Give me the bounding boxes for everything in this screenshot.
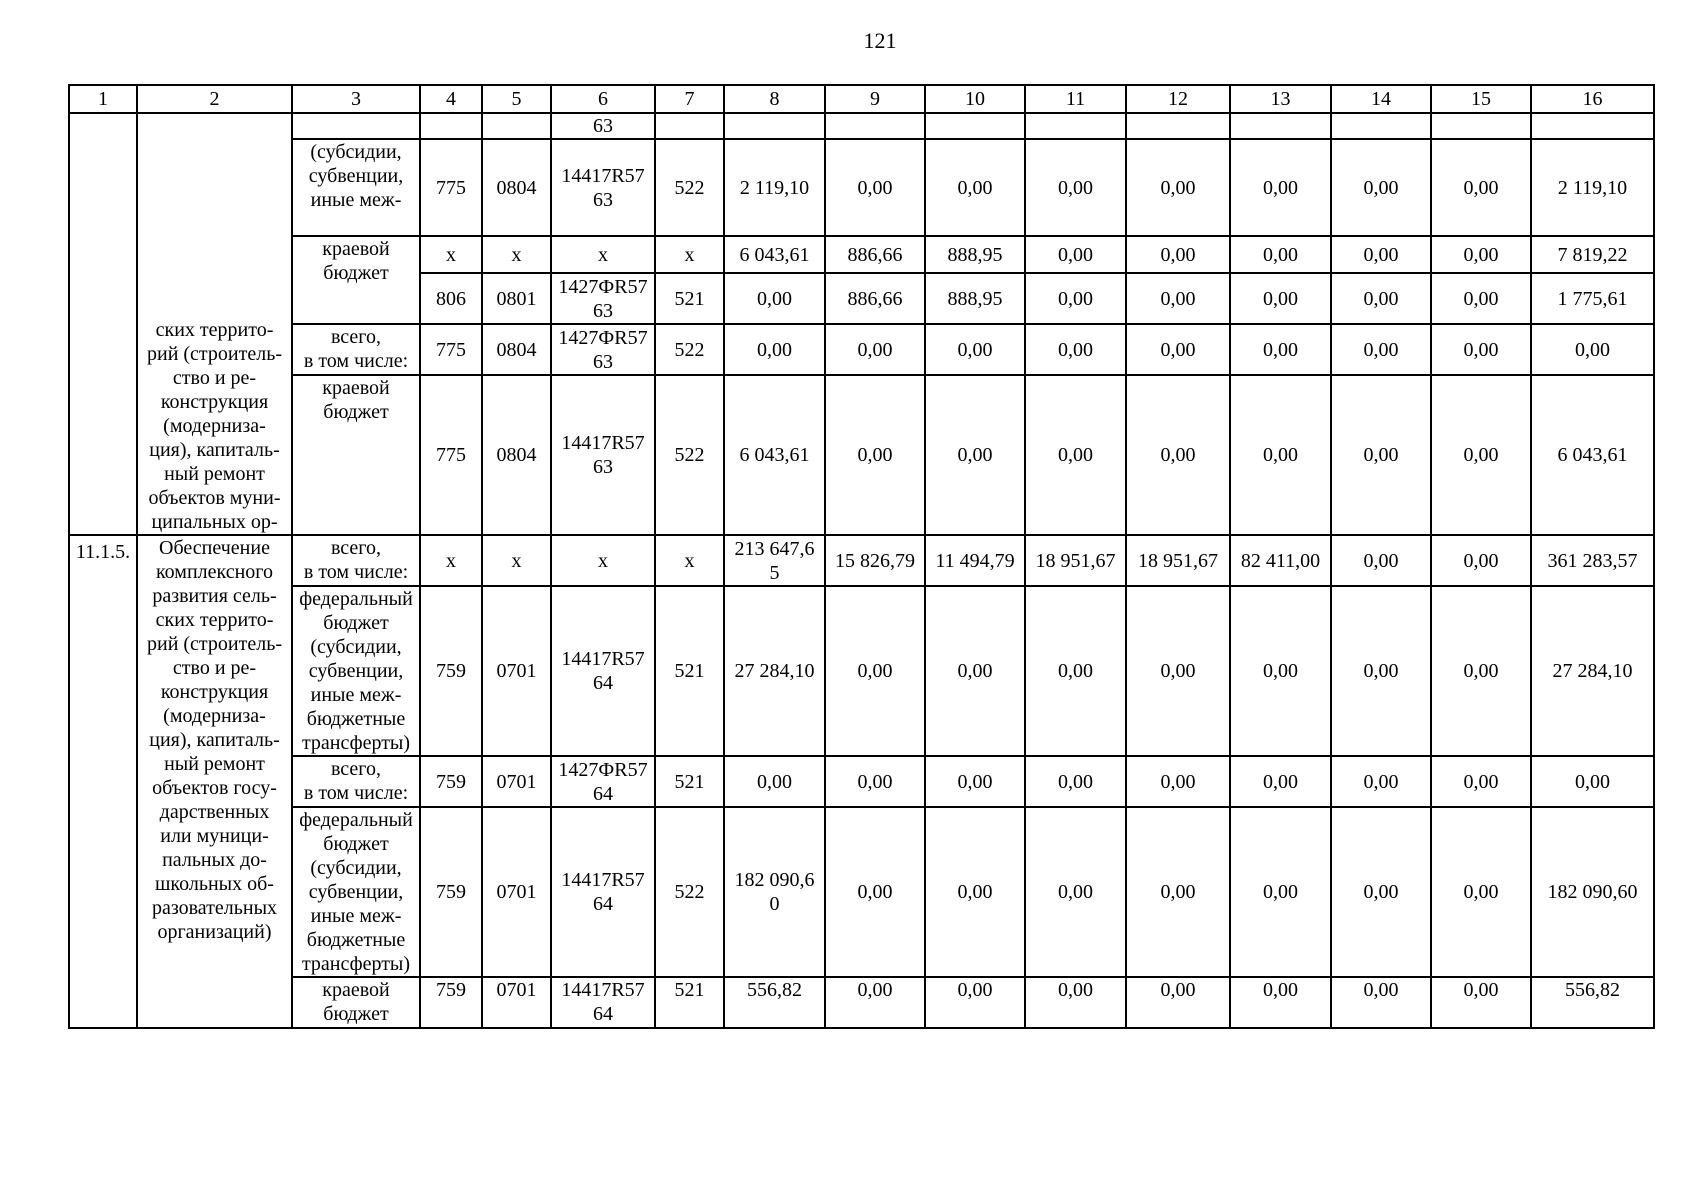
amount-cell: 18 951,67 [1126,535,1230,586]
item-number-cell: 11.1.5. [69,535,137,1028]
amount-cell: 0,00 [925,586,1025,756]
admin-code-cell: 775 [420,139,482,236]
column-header: 1 [69,85,137,113]
admin-code-cell: 759 [420,756,482,807]
amount-cell: 0,00 [1025,139,1126,236]
table-row [69,807,1654,977]
amount-cell: 0,00 [1431,375,1531,535]
amount-cell: 0,00 [1126,273,1230,324]
funding-source-cell: краевой бюджет [292,236,420,324]
expense-type-cell: 521 [655,977,724,1028]
amount-cell: 0,00 [1230,756,1331,807]
admin-code-cell [420,113,482,139]
amount-cell: 0,00 [825,807,925,977]
table-row [69,236,1654,273]
amount-cell: 0,00 [925,756,1025,807]
expense-type-cell: 522 [655,139,724,236]
expense-type-cell: 522 [655,807,724,977]
column-header: 15 [1431,85,1531,113]
amount-cell: 6 043,61 [724,375,825,535]
section-code-cell: 0701 [482,977,551,1028]
amount-cell: 0,00 [1331,756,1431,807]
amount-cell: 886,66 [825,273,925,324]
funding-source-cell: краевой бюджет [292,375,420,535]
amount-cell: 0,00 [825,586,925,756]
amount-cell: 0,00 [1025,807,1126,977]
amount-cell: 0,00 [1126,324,1230,375]
funding-source-cell: федеральный бюджет (субсидии, субвенции, иные меж- бюджетные трансферты) [292,586,420,756]
expense-type-cell: 521 [655,756,724,807]
amount-cell [1025,113,1126,139]
amount-cell: 11 494,79 [925,535,1025,586]
section-code-cell: 0804 [482,375,551,535]
expense-type-cell: 522 [655,324,724,375]
section-code-cell: 0701 [482,807,551,977]
amount-cell: 361 283,57 [1531,535,1654,586]
target-article-cell: 1427ФR57 64 [551,756,655,807]
amount-cell: 0,00 [1431,586,1531,756]
section-code-cell: 0804 [482,324,551,375]
funding-source-cell: краевой бюджет [292,977,420,1028]
amount-cell [1230,113,1331,139]
funding-source-cell: всего, в том числе: [292,324,420,375]
amount-cell: 0,00 [925,977,1025,1028]
amount-cell: 0,00 [1431,977,1531,1028]
amount-cell: 0,00 [1331,139,1431,236]
target-article-cell: 1427ФR57 63 [551,324,655,375]
item-number-cell [69,113,137,535]
admin-code-cell: 759 [420,807,482,977]
column-header: 9 [825,85,925,113]
expense-type-cell: 521 [655,586,724,756]
amount-cell: 0,00 [925,324,1025,375]
amount-cell: 2 119,10 [1531,139,1654,236]
amount-cell: 2 119,10 [724,139,825,236]
admin-code-cell: 775 [420,324,482,375]
target-article-cell: 14417R57 64 [551,807,655,977]
amount-cell: 0,00 [825,756,925,807]
amount-cell: 0,00 [724,324,825,375]
target-article-cell: 14417R57 64 [551,586,655,756]
amount-cell: 15 826,79 [825,535,925,586]
amount-cell: 556,82 [724,977,825,1028]
funding-source-cell: федеральный бюджет (субсидии, субвенции, иные меж- бюджетные трансферты) [292,807,420,977]
column-header: 5 [482,85,551,113]
amount-cell: 0,00 [925,139,1025,236]
amount-cell: 0,00 [1230,139,1331,236]
column-header: 2 [137,85,292,113]
table-row [69,324,1654,375]
funding-source-cell: всего, в том числе: [292,535,420,586]
amount-cell: 0,00 [1230,807,1331,977]
admin-code-cell: 775 [420,375,482,535]
table-row [69,375,1654,535]
column-header: 14 [1331,85,1431,113]
amount-cell: 0,00 [1431,273,1531,324]
amount-cell [1331,113,1431,139]
amount-cell: 6 043,61 [1531,375,1654,535]
column-header: 7 [655,85,724,113]
header-row [69,85,1654,113]
amount-cell [1126,113,1230,139]
amount-cell: 0,00 [1331,273,1431,324]
amount-cell: 0,00 [1331,535,1431,586]
column-header: 10 [925,85,1025,113]
admin-code-cell: 806 [420,273,482,324]
column-header: 4 [420,85,482,113]
amount-cell: 7 819,22 [1531,236,1654,273]
amount-cell: 0,00 [1025,324,1126,375]
amount-cell: 0,00 [925,375,1025,535]
amount-cell: 1 775,61 [1531,273,1654,324]
amount-cell: 556,82 [1531,977,1654,1028]
amount-cell: 0,00 [1431,324,1531,375]
amount-cell: 886,66 [825,236,925,273]
amount-cell: 0,00 [1230,236,1331,273]
funding-source-cell [292,113,420,139]
amount-cell: 0,00 [825,977,925,1028]
column-header: 11 [1025,85,1126,113]
amount-cell: 0,00 [1126,586,1230,756]
table-row [69,535,1654,586]
expense-type-cell: 521 [655,273,724,324]
amount-cell: 0,00 [1431,756,1531,807]
section-code-cell: 0701 [482,756,551,807]
amount-cell: 0,00 [1331,586,1431,756]
admin-code-cell: х [420,535,482,586]
amount-cell: 0,00 [1331,807,1431,977]
column-header: 12 [1126,85,1230,113]
amount-cell: 0,00 [1025,977,1126,1028]
amount-cell: 0,00 [825,375,925,535]
target-article-cell: 1427ФR57 63 [551,273,655,324]
section-code-cell: х [482,236,551,273]
amount-cell: 0,00 [1431,236,1531,273]
amount-cell: 0,00 [1126,756,1230,807]
amount-cell: 0,00 [1331,375,1431,535]
amount-cell: 0,00 [1126,807,1230,977]
budget-table [68,84,1655,1029]
section-code-cell: 0804 [482,139,551,236]
amount-cell: 0,00 [925,807,1025,977]
amount-cell: 0,00 [1126,375,1230,535]
amount-cell: 0,00 [1230,273,1331,324]
table-row [69,113,1654,139]
amount-cell: 0,00 [1126,236,1230,273]
admin-code-cell: 759 [420,977,482,1028]
amount-cell: 0,00 [1431,139,1531,236]
amount-cell: 0,00 [1531,324,1654,375]
amount-cell: 0,00 [1230,977,1331,1028]
amount-cell [1531,113,1654,139]
target-article-cell: 14417R57 63 [551,375,655,535]
table-row [69,977,1654,1028]
column-header: 6 [551,85,655,113]
column-header: 16 [1531,85,1654,113]
amount-cell: 0,00 [1230,375,1331,535]
amount-cell: 0,00 [1331,236,1431,273]
amount-cell: 0,00 [1126,139,1230,236]
section-code-cell: х [482,535,551,586]
amount-cell: 0,00 [1025,273,1126,324]
expense-type-cell [655,113,724,139]
column-header: 3 [292,85,420,113]
amount-cell: 82 411,00 [1230,535,1331,586]
item-name-cell: ских террито- рий (строитель- ство и ре- конструкция (модерниза- ция), капиталь- ный ремонт объектов муни- ципальных ор- [137,113,292,535]
amount-cell: 0,00 [724,273,825,324]
amount-cell: 0,00 [1431,535,1531,586]
amount-cell: 888,95 [925,273,1025,324]
expense-type-cell: х [655,535,724,586]
item-name-cell: Обеспечение комплексного развития сель- ских террито- рий (строитель- ство и ре- конструкция (модерниза- ция), капиталь- ный ремонт объектов госу- дарственных или муници- пальных до- школьных об- разовательных организаций) [137,535,292,1028]
amount-cell: 0,00 [1025,375,1126,535]
amount-cell [724,113,825,139]
expense-type-cell: 522 [655,375,724,535]
amount-cell: 888,95 [925,236,1025,273]
table-row [69,139,1654,236]
target-article-cell: 63 [551,113,655,139]
column-header: 13 [1230,85,1331,113]
amount-cell: 0,00 [1230,586,1331,756]
amount-cell: 213 647,6 5 [724,535,825,586]
target-article-cell: 14417R57 64 [551,977,655,1028]
amount-cell: 0,00 [825,324,925,375]
amount-cell: 0,00 [1331,977,1431,1028]
section-code-cell [482,113,551,139]
table-row [69,586,1654,756]
page-number: 121 [863,28,897,53]
target-article-cell: х [551,236,655,273]
amount-cell: 0,00 [1331,324,1431,375]
amount-cell [825,113,925,139]
amount-cell: 0,00 [1230,324,1331,375]
amount-cell: 0,00 [825,139,925,236]
target-article-cell: 14417R57 63 [551,139,655,236]
table-row [69,756,1654,807]
amount-cell: 18 951,67 [1025,535,1126,586]
admin-code-cell: 759 [420,586,482,756]
funding-source-cell: всего, в том числе: [292,756,420,807]
amount-cell: 0,00 [1431,807,1531,977]
column-header: 8 [724,85,825,113]
amount-cell [1431,113,1531,139]
amount-cell: 0,00 [1025,236,1126,273]
amount-cell [925,113,1025,139]
amount-cell: 27 284,10 [724,586,825,756]
amount-cell: 0,00 [1126,977,1230,1028]
amount-cell: 0,00 [1025,756,1126,807]
amount-cell: 6 043,61 [724,236,825,273]
funding-source-cell: (субсидии, субвенции, иные меж- [292,139,420,236]
target-article-cell: х [551,535,655,586]
amount-cell: 0,00 [1531,756,1654,807]
admin-code-cell: х [420,236,482,273]
amount-cell: 182 090,6 0 [724,807,825,977]
amount-cell: 0,00 [724,756,825,807]
section-code-cell: 0801 [482,273,551,324]
expense-type-cell: х [655,236,724,273]
amount-cell: 0,00 [1025,586,1126,756]
section-code-cell: 0701 [482,586,551,756]
amount-cell: 27 284,10 [1531,586,1654,756]
amount-cell: 182 090,60 [1531,807,1654,977]
